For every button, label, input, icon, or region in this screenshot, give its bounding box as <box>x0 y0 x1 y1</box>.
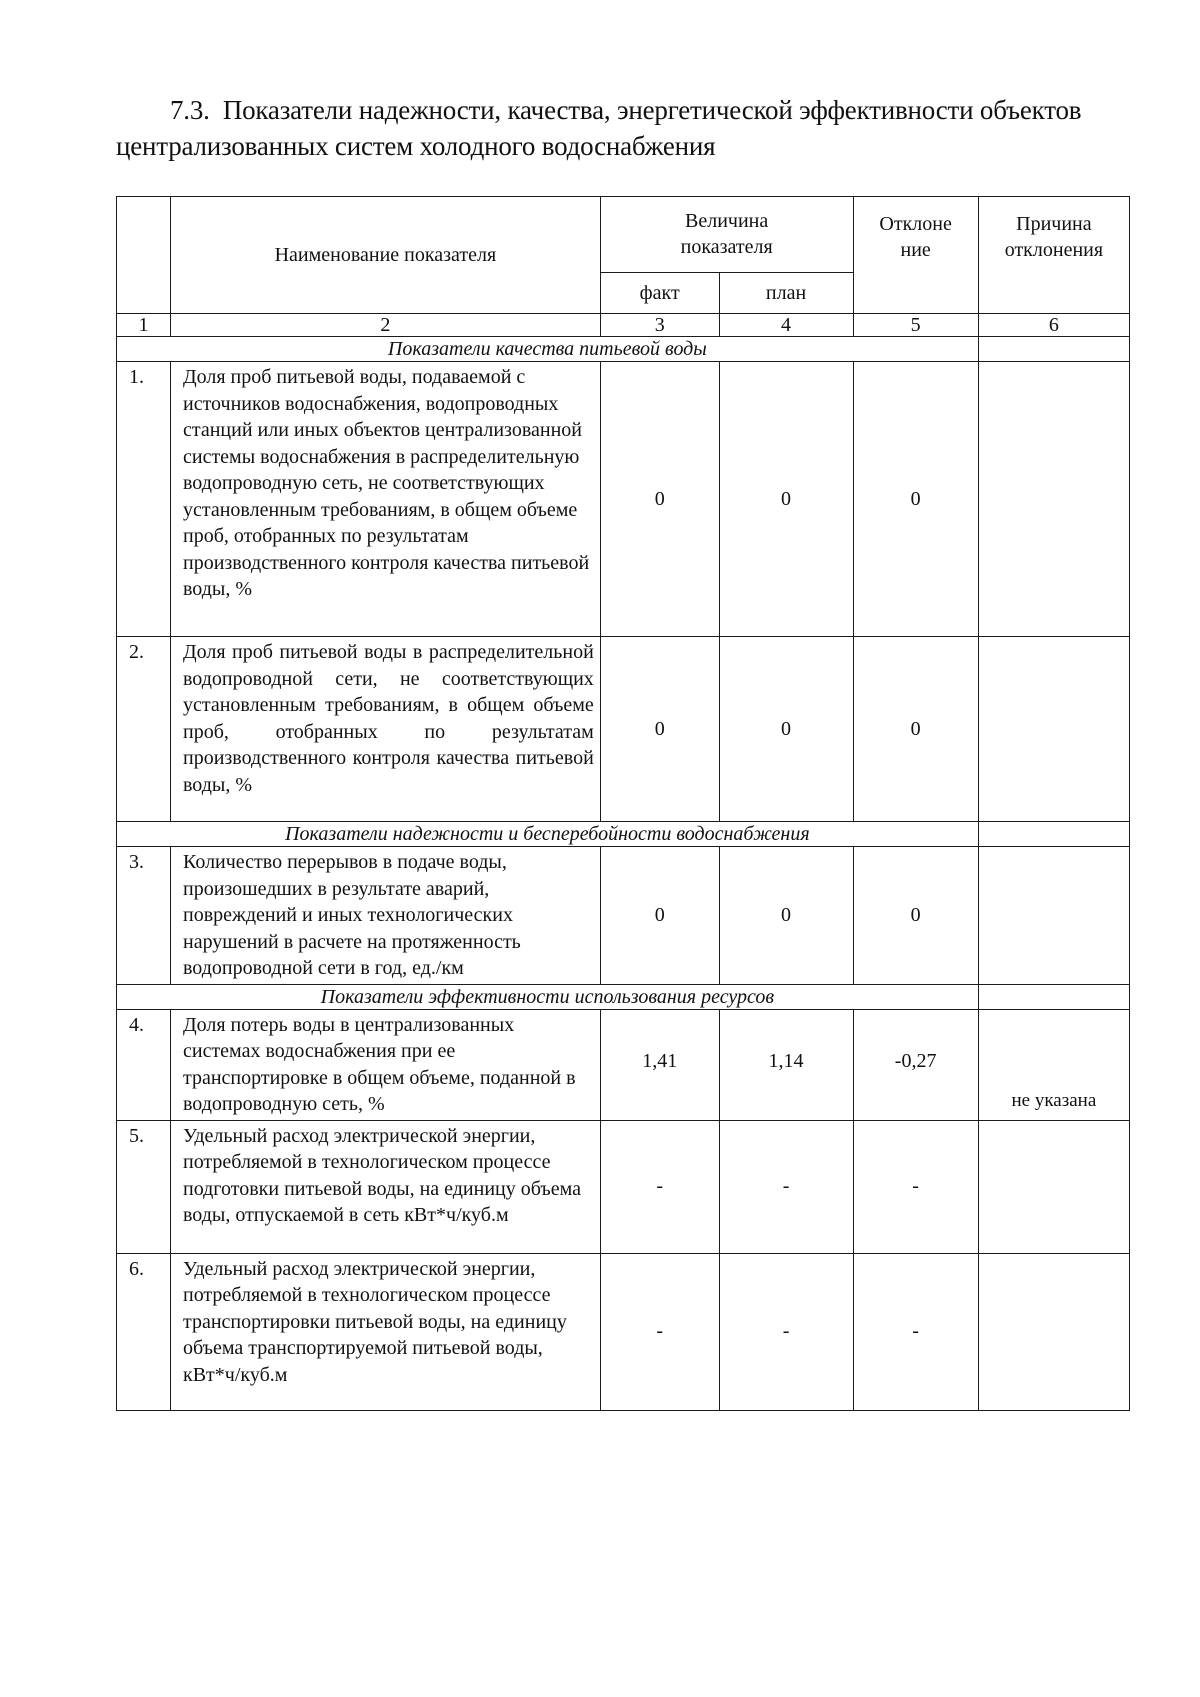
value-reason <box>978 362 1129 637</box>
value-deviation: 0 <box>853 362 978 637</box>
value-fact: 0 <box>600 637 719 822</box>
value-deviation: - <box>853 1253 978 1410</box>
value-fact: 0 <box>600 362 719 637</box>
table-row <box>117 847 1130 985</box>
indicator-name: Количество перерывов в подаче воды, произошедших в результате аварий, повреждений и иных технологических нарушений в расчете на протяженность водопроводной сети в год, ед./км <box>170 847 600 985</box>
section-row <box>117 337 1130 362</box>
title-line1: Показатели надежности, качества, энергетической эффективности объектов <box>222 95 1082 125</box>
row-number: 4. <box>117 1009 171 1120</box>
value-reason <box>978 637 1129 822</box>
indicator-name: Доля проб питьевой воды в распределительной водопроводной сети, не соответствующих установленным требованиям, в общем объеме проб, отобранных по результатам производственного контроля качества питьевой воды, % <box>170 637 600 822</box>
table-row <box>117 637 1130 822</box>
header-name: Наименование показателя <box>170 197 600 314</box>
section-empty-cell <box>978 822 1129 847</box>
value-fact: 0 <box>600 847 719 985</box>
row-number: 2. <box>117 637 171 822</box>
row-number: 6. <box>117 1253 171 1410</box>
value-reason <box>978 1253 1129 1410</box>
table-row <box>117 1009 1130 1120</box>
header-reason: Причина отклонения <box>978 179 1129 296</box>
value-deviation: -0,27 <box>853 1009 978 1120</box>
table-row <box>117 1120 1130 1253</box>
value-reason: не указана <box>978 1009 1129 1120</box>
column-number: 2 <box>170 314 600 337</box>
header-cell-num <box>117 197 171 314</box>
value-deviation: 0 <box>853 847 978 985</box>
indicator-name: Удельный расход электрической энергии, потребляемой в технологическом процессе транспортировки питьевой воды, на единицу объема транспортируемой питьевой воды, кВт*ч/куб.м <box>170 1253 600 1410</box>
header-plan: план <box>719 272 853 313</box>
indicator-name: Доля проб питьевой воды, подаваемой с источников водоснабжения, водопроводных станций или иных объектов централизованной системы водоснабжения в распределительную водопроводную сеть, не соответствующих установленным требованиям, в общем объеме проб, отобранных по результатам производственного контроля качества питьевой воды, % <box>170 362 600 637</box>
section-row <box>117 822 1130 847</box>
section-title: Показатели надежности и бесперебойности водоснабжения <box>117 822 979 847</box>
header-value-group: Величина показателя <box>600 197 853 273</box>
section-title: Показатели качества питьевой воды <box>117 337 979 362</box>
value-plan: 0 <box>719 362 853 637</box>
indicator-name: Доля потерь воды в централизованных системах водоснабжения при ее транспортировке в общем объеме, поданной в водопроводную сеть, % <box>170 1009 600 1120</box>
indicator-name: Удельный расход электрической энергии, потребляемой в технологическом процессе подготовки питьевой воды, на единицу объема воды, отпускаемой в сеть кВт*ч/куб.м <box>170 1120 600 1253</box>
value-plan: 1,14 <box>719 1009 853 1120</box>
row-number: 3. <box>117 847 171 985</box>
column-numbers-row <box>117 314 1130 337</box>
row-number: 5. <box>117 1120 171 1253</box>
title-line2: централизованных систем холодного водоснабжения <box>116 131 716 161</box>
value-plan: - <box>719 1120 853 1253</box>
column-number: 4 <box>719 314 853 337</box>
indicators-table <box>116 196 1130 1411</box>
value-plan: - <box>719 1253 853 1410</box>
title-number: 7.3. <box>170 95 210 125</box>
header-deviation: Отклоне ние <box>853 179 978 296</box>
value-plan: 0 <box>719 637 853 822</box>
column-number: 3 <box>600 314 719 337</box>
value-fact: - <box>600 1120 719 1253</box>
value-deviation: - <box>853 1120 978 1253</box>
value-reason <box>978 1120 1129 1253</box>
section-empty-cell <box>978 337 1129 362</box>
row-number: 1. <box>117 362 171 637</box>
table-row <box>117 362 1130 637</box>
header-fact: факт <box>600 272 719 313</box>
column-number: 6 <box>978 314 1129 337</box>
section-row <box>117 984 1130 1009</box>
value-reason <box>978 847 1129 985</box>
column-number: 5 <box>853 314 978 337</box>
section-title: Показатели эффективности использования ресурсов <box>117 984 979 1009</box>
table-row <box>117 1253 1130 1410</box>
value-deviation: 0 <box>853 637 978 822</box>
document-title <box>116 92 1126 164</box>
value-fact: - <box>600 1253 719 1410</box>
value-fact: 1,41 <box>600 1009 719 1120</box>
section-empty-cell <box>978 984 1129 1009</box>
value-plan: 0 <box>719 847 853 985</box>
column-number: 1 <box>117 314 171 337</box>
header-row-1 <box>117 197 1130 273</box>
